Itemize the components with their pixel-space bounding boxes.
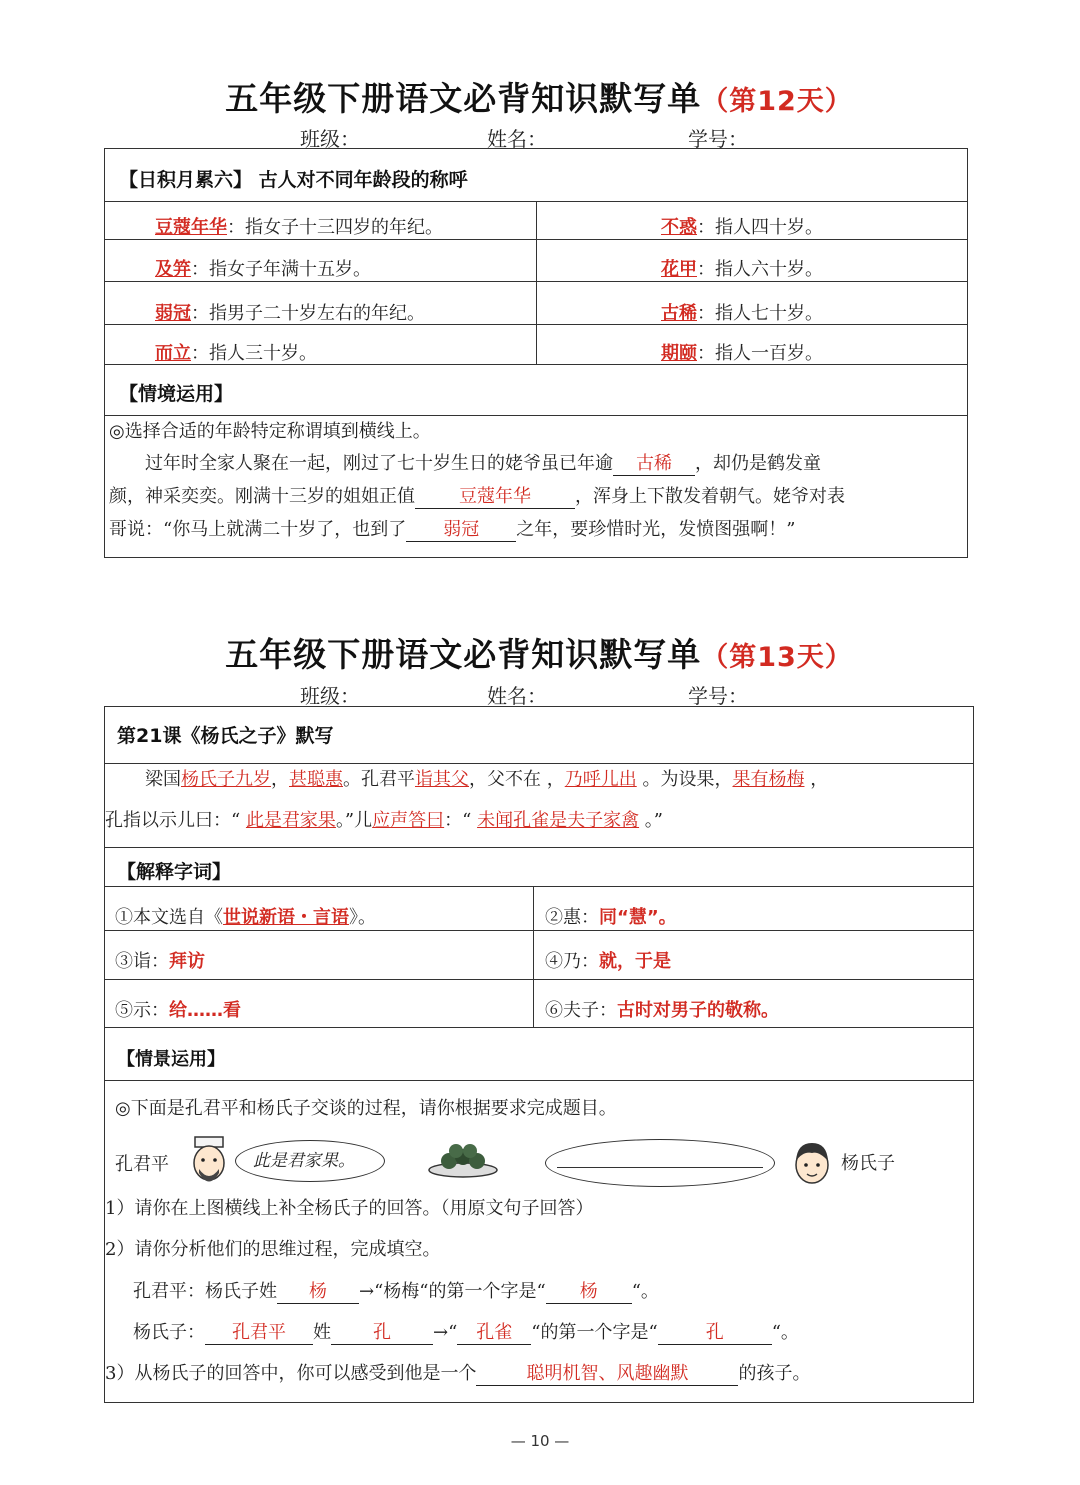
word-note: ③诣：拜访	[115, 951, 205, 972]
paragraph-line: 过年时全家人聚在一起，刚过了七十岁生日的姥爷虽已年逾 古稀 ，却仍是鹤发童	[145, 453, 821, 474]
age-item: 不惑：指人四十岁。	[661, 217, 823, 238]
section-title-scenario: 【情境运用】	[119, 383, 234, 405]
title-day13	[0, 626, 1080, 678]
section-title-situation: 【情景运用】	[117, 1049, 225, 1070]
answer-blank: 聪明机智、风趣幽默	[476, 1363, 738, 1386]
class-label: 班级：	[300, 684, 360, 708]
classical-text-line: 孔指以示儿曰：“ 此是君家果。”儿应声答曰：“ 未闻孔雀是夫子家禽 。”	[105, 810, 664, 831]
answer-blank: 弱冠	[406, 519, 516, 542]
instruction-day12: ◎选择合适的年龄特定称谓填到横线上。	[109, 421, 431, 442]
name-label: 姓名：	[487, 127, 547, 151]
question-2: 2）请你分析他们的思维过程，完成填空。	[105, 1239, 441, 1260]
word-note: ⑥夫子：古时对男子的敬称。	[545, 1000, 779, 1021]
age-item: 古稀：指人七十岁。	[661, 303, 823, 324]
id-label: 学号：	[688, 684, 748, 708]
worksheet-box-day13	[104, 706, 974, 1403]
id-label: 学号：	[688, 127, 748, 151]
answer-line-bubble	[557, 1167, 763, 1168]
title-main-day12: 五年级下册语文必背知识默写单	[225, 79, 702, 118]
word-note: ⑤示：给……看	[115, 1000, 241, 1021]
speech-bubble-text: 此是君家果。	[253, 1151, 355, 1171]
answer-blank: 杨	[277, 1281, 359, 1304]
instruction-day13: ◎下面是孔君平和杨氏子交谈的过程，请你根据要求完成题目。	[115, 1098, 617, 1119]
title-day-label-day12: （第12天）	[701, 86, 853, 117]
word-note: ④乃：就，于是	[545, 951, 671, 972]
name-label: 姓名：	[487, 684, 547, 708]
answer-blank: 孔	[331, 1322, 433, 1345]
yang-boy-face-icon	[789, 1137, 835, 1191]
answer-blank: 孔君平	[205, 1322, 313, 1345]
title-main-day13: 五年级下册语文必背知识默写单	[225, 635, 702, 674]
question-3: 3）从杨氏子的回答中，你可以感受到他是一个 聪明机智、风趣幽默 的孩子。	[105, 1363, 811, 1384]
word-note: ②惠：同“慧”。	[545, 907, 677, 928]
analysis-line-yang: 杨氏子： 孔君平 姓 孔 →“ 孔雀 “的第一个字是“ 孔 “。	[133, 1322, 799, 1343]
question-1: 1）请你在上图横线上补全杨氏子的回答。（用原文句子回答）	[105, 1198, 594, 1219]
analysis-line-kong: 孔君平：杨氏子姓 杨 →“杨梅“的第一个字是“ 杨 “。	[133, 1281, 659, 1302]
age-item: 豆蔻年华：指女子十三四岁的年纪。	[155, 217, 443, 238]
kong-junping-face-icon	[185, 1135, 233, 1191]
paragraph-line: 哥说：“你马上就满二十岁了，也到了 弱冠 之年，要珍惜时光，发愤图强啊！”	[109, 519, 796, 540]
age-item: 及笄：指女子年满十五岁。	[155, 259, 371, 280]
title-day-label-day13: （第13天）	[701, 642, 853, 673]
age-item: 花甲：指人六十岁。	[661, 259, 823, 280]
answer-blank: 豆蔻年华	[415, 486, 575, 509]
paragraph-line: 颜，神采奕奕。刚满十三岁的姐姐正值 豆蔻年华 ，浑身上下散发着朝气。姥爷对表	[109, 486, 845, 507]
page-number: — 10 —	[510, 1432, 570, 1450]
speech-bubble-right	[545, 1139, 775, 1187]
answer-blank: 孔雀	[457, 1322, 531, 1345]
answer-blank: 古稀	[613, 453, 695, 476]
answer-blank: 孔	[658, 1322, 772, 1345]
class-label: 班级：	[300, 127, 360, 151]
age-item: 期颐：指人一百岁。	[661, 343, 823, 364]
left-character-label: 孔君平	[115, 1154, 169, 1175]
answer-blank: 杨	[546, 1281, 632, 1304]
worksheet-box-day12	[104, 148, 968, 558]
age-item: 弱冠：指男子二十岁左右的年纪。	[155, 303, 425, 324]
age-item: 而立：指人三十岁。	[155, 343, 317, 364]
classical-text-line: 梁国杨氏子九岁，甚聪惠。孔君平诣其父，父不在 ，乃呼儿出 。为设果，果有杨梅 ，	[145, 769, 829, 790]
section-title-lesson21: 第21课《杨氏之子》默写	[117, 725, 334, 747]
bayberry-plate-icon	[427, 1139, 499, 1179]
title-day12	[0, 70, 1080, 122]
section-title-word-notes: 【解释字词】	[117, 861, 232, 883]
right-character-label: 杨氏子	[841, 1153, 895, 1174]
section-title-age-names: 【日积月累六】 古人对不同年龄段的称呼	[119, 169, 468, 191]
word-note: ①本文选自《世说新语・言语》。	[115, 907, 376, 928]
